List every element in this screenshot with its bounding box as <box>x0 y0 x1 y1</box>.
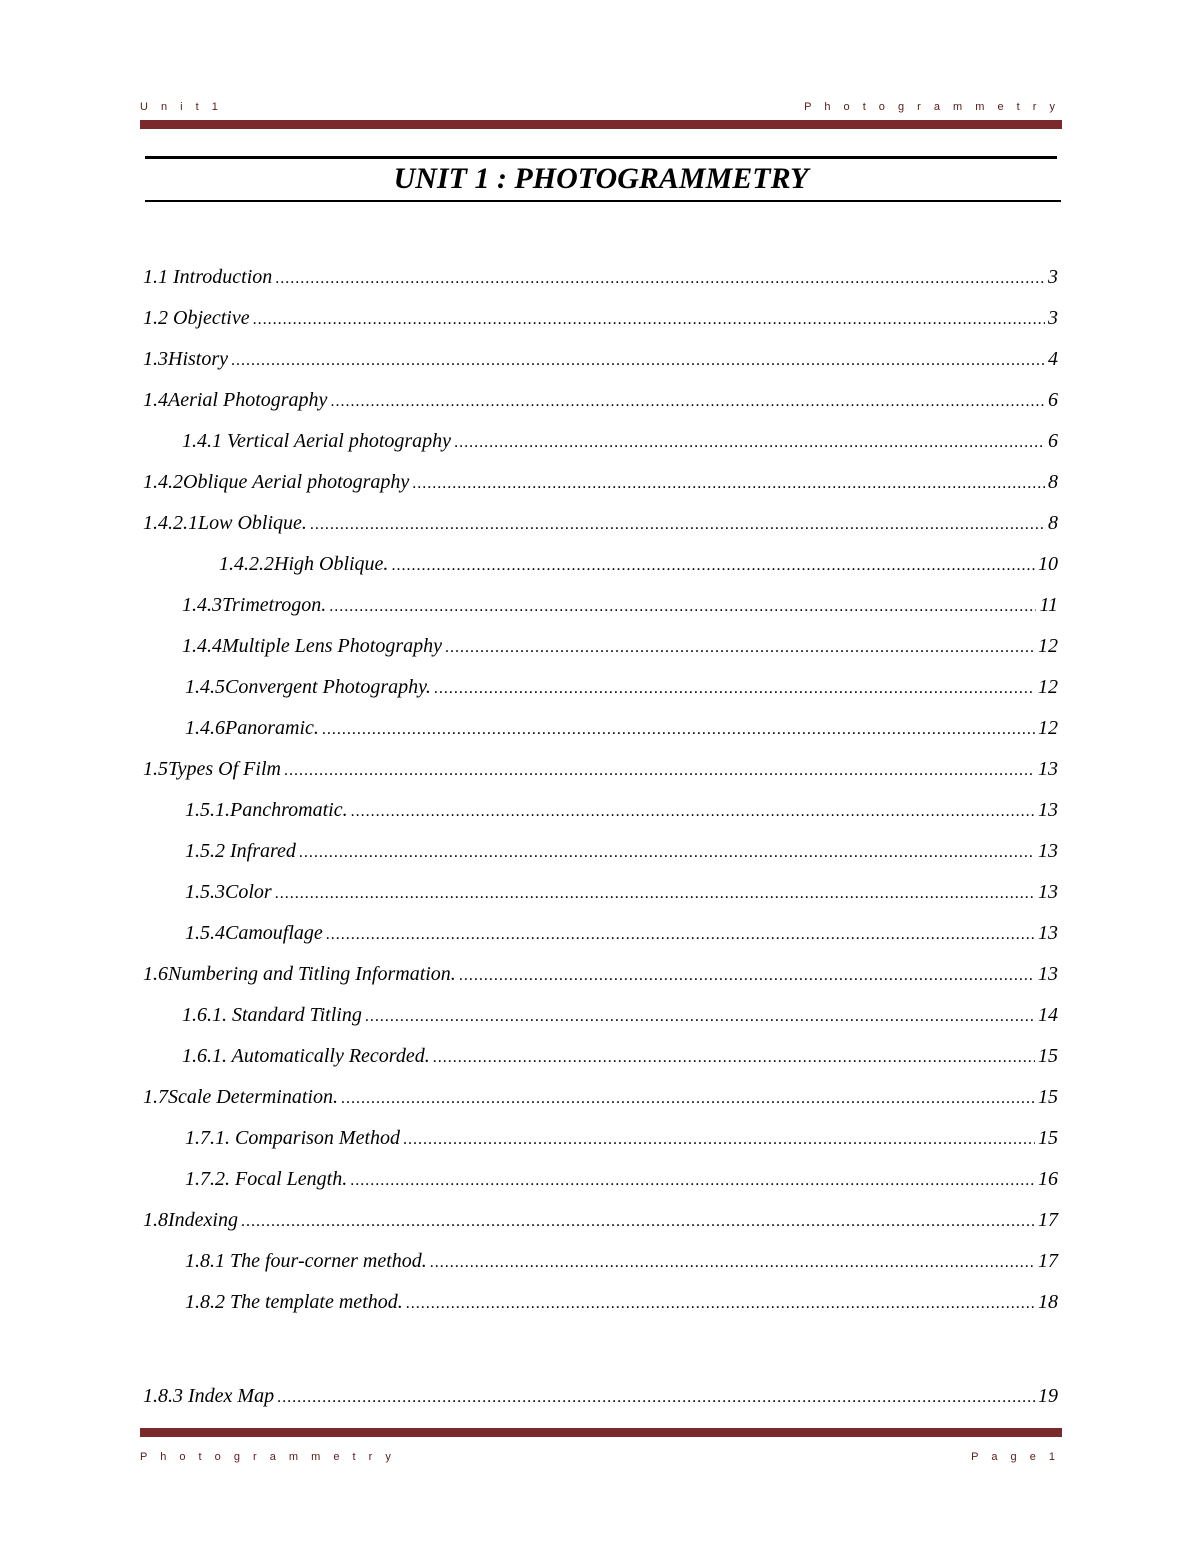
header-unit-label: U n i t 1 <box>140 101 223 113</box>
toc-dot-leader <box>403 1124 1035 1154</box>
toc-dot-leader <box>299 837 1035 867</box>
toc-entry[interactable] <box>143 960 1058 988</box>
toc-dot-leader <box>231 345 1045 375</box>
toc-page-number: 18 <box>1038 1291 1058 1313</box>
toc-entry[interactable] <box>185 714 1058 742</box>
toc-entry-label: 1.5.1.Panchromatic. <box>185 799 348 821</box>
toc-entry[interactable] <box>182 1001 1058 1029</box>
toc-entry[interactable] <box>143 1206 1058 1234</box>
page-title: UNIT 1 : PHOTOGRAMMETRY <box>393 162 809 195</box>
toc-page-number: 3 <box>1048 307 1058 329</box>
toc-entry[interactable] <box>143 304 1058 332</box>
toc-entry-label: 1.4.1 Vertical Aerial photography <box>182 430 452 452</box>
toc-entry[interactable] <box>182 591 1058 619</box>
toc-dot-leader <box>275 263 1045 293</box>
toc-dot-leader <box>365 1001 1035 1031</box>
toc-entry[interactable] <box>185 919 1058 947</box>
toc-entry-label: 1.6.1. Automatically Recorded. <box>182 1045 430 1067</box>
toc-entry-label: 1.4.3Trimetrogon. <box>182 594 327 616</box>
toc-page-number: 16 <box>1038 1168 1058 1190</box>
toc-page-number: 13 <box>1038 840 1058 862</box>
toc-entry[interactable] <box>143 468 1058 496</box>
toc-page-number: 17 <box>1038 1250 1058 1272</box>
toc-dot-leader <box>330 386 1045 416</box>
header-subject-label: P h o t o g r a m m e t r y <box>804 101 1060 113</box>
toc-page-number: 12 <box>1038 717 1058 739</box>
toc-dot-leader <box>430 1247 1035 1277</box>
toc-dot-leader <box>391 550 1035 580</box>
toc-entry-label: 1.6Numbering and Titling Information. <box>143 963 456 985</box>
toc-entry-label: 1.4.2.1Low Oblique. <box>143 512 307 534</box>
toc-entry[interactable] <box>185 837 1058 865</box>
toc-entry-label: 1.5.4Camouflage <box>185 922 323 944</box>
toc-dot-leader <box>329 591 1036 621</box>
toc-entry-label: 1.4Aerial Photography <box>143 389 328 411</box>
toc-entry[interactable] <box>185 673 1058 701</box>
toc-dot-leader <box>341 1083 1035 1113</box>
toc-entry[interactable] <box>185 1124 1058 1152</box>
toc-dot-leader <box>277 1382 1035 1412</box>
toc-entry-label: 1.1 Introduction <box>143 266 273 288</box>
toc-entry-label: 1.3History <box>143 348 228 370</box>
toc-entry-label: 1.5Types Of Film <box>143 758 281 780</box>
toc-entry[interactable] <box>219 550 1058 578</box>
toc-dot-leader <box>434 673 1035 703</box>
toc-page-number: 11 <box>1039 594 1058 616</box>
toc-dot-leader <box>326 919 1035 949</box>
toc-dot-leader <box>445 632 1035 662</box>
toc-entry-label: 1.7.1. Comparison Method <box>185 1127 400 1149</box>
toc-dot-leader <box>284 755 1035 785</box>
toc-dot-leader <box>406 1288 1035 1318</box>
toc-page-number: 6 <box>1048 389 1058 411</box>
toc-entry[interactable] <box>182 632 1058 660</box>
toc-page-number: 13 <box>1038 963 1058 985</box>
toc-entry[interactable] <box>143 345 1058 373</box>
toc-dot-leader <box>412 468 1045 498</box>
toc-entry-label: 1.8.2 The template method. <box>185 1291 403 1313</box>
toc-page-number: 12 <box>1038 676 1058 698</box>
toc-page-number: 14 <box>1038 1004 1058 1026</box>
toc-entry[interactable] <box>182 1042 1058 1070</box>
toc-entry-label: 1.4.2.2High Oblique. <box>219 553 389 575</box>
toc-entry[interactable] <box>185 796 1058 824</box>
toc-entry-label: 1.4.5Convergent Photography. <box>185 676 431 698</box>
toc-page-number: 6 <box>1048 430 1058 452</box>
toc-entry-label: 1.7.2. Focal Length. <box>185 1168 348 1190</box>
toc-page-number: 15 <box>1038 1045 1058 1067</box>
toc-entry[interactable] <box>185 1165 1058 1193</box>
toc-dot-leader <box>350 1165 1035 1195</box>
footer-rule <box>140 1428 1062 1437</box>
toc-page-number: 10 <box>1038 553 1058 575</box>
toc-entry-label: 1.4.2Oblique Aerial photography <box>143 471 410 493</box>
toc-page-number: 3 <box>1048 266 1058 288</box>
toc-dot-leader <box>322 714 1035 744</box>
toc-page-number: 13 <box>1038 758 1058 780</box>
toc-entry[interactable] <box>143 1083 1058 1111</box>
toc-dot-leader <box>241 1206 1035 1236</box>
footer-page-number: P a g e 1 <box>971 1451 1060 1463</box>
toc-entry[interactable] <box>185 878 1058 906</box>
toc-entry-label: 1.4.6Panoramic. <box>185 717 319 739</box>
toc-page-number: 12 <box>1038 635 1058 657</box>
toc-page-number: 19 <box>1038 1385 1058 1407</box>
toc-entry[interactable] <box>143 386 1058 414</box>
toc-page-number: 13 <box>1038 881 1058 903</box>
toc-dot-leader <box>459 960 1035 990</box>
toc-dot-leader <box>275 878 1035 908</box>
toc-page-number: 4 <box>1048 348 1058 370</box>
toc-entry-label: 1.4.4Multiple Lens Photography <box>182 635 442 657</box>
toc-entry[interactable] <box>143 509 1058 537</box>
toc-dot-leader <box>433 1042 1035 1072</box>
toc-entry[interactable] <box>143 263 1058 291</box>
toc-page-number: 13 <box>1038 922 1058 944</box>
toc-entry-label: 1.7Scale Determination. <box>143 1086 338 1108</box>
toc-dot-leader <box>310 509 1045 539</box>
footer-subject-label: P h o t o g r a m m e t r y <box>140 1451 396 1463</box>
toc-entry-label: 1.5.3Color <box>185 881 272 903</box>
toc-entry-label: 1.8.1 The four-corner method. <box>185 1250 427 1272</box>
toc-page-number: 13 <box>1038 799 1058 821</box>
toc-entry-label: 1.2 Objective <box>143 307 250 329</box>
toc-entry[interactable] <box>143 755 1058 783</box>
toc-entry-label: 1.6.1. Standard Titling <box>182 1004 362 1026</box>
toc-entry-label: 1.8Indexing <box>143 1209 238 1231</box>
toc-dot-leader <box>253 304 1045 334</box>
toc-page-number: 15 <box>1038 1127 1058 1149</box>
toc-entry-label: 1.8.3 Index Map <box>143 1385 275 1407</box>
toc-dot-leader <box>454 427 1045 457</box>
toc-page-number: 15 <box>1038 1086 1058 1108</box>
toc-entry[interactable] <box>185 1247 1058 1275</box>
toc-entry[interactable] <box>143 1382 1058 1410</box>
toc-page-number: 8 <box>1048 512 1058 534</box>
toc-entry-label: 1.5.2 Infrared <box>185 840 296 862</box>
toc-page-number: 17 <box>1038 1209 1058 1231</box>
toc-dot-leader <box>351 796 1035 826</box>
toc-page-number: 8 <box>1048 471 1058 493</box>
toc-entry[interactable] <box>182 427 1058 455</box>
toc-entry[interactable] <box>185 1288 1058 1316</box>
